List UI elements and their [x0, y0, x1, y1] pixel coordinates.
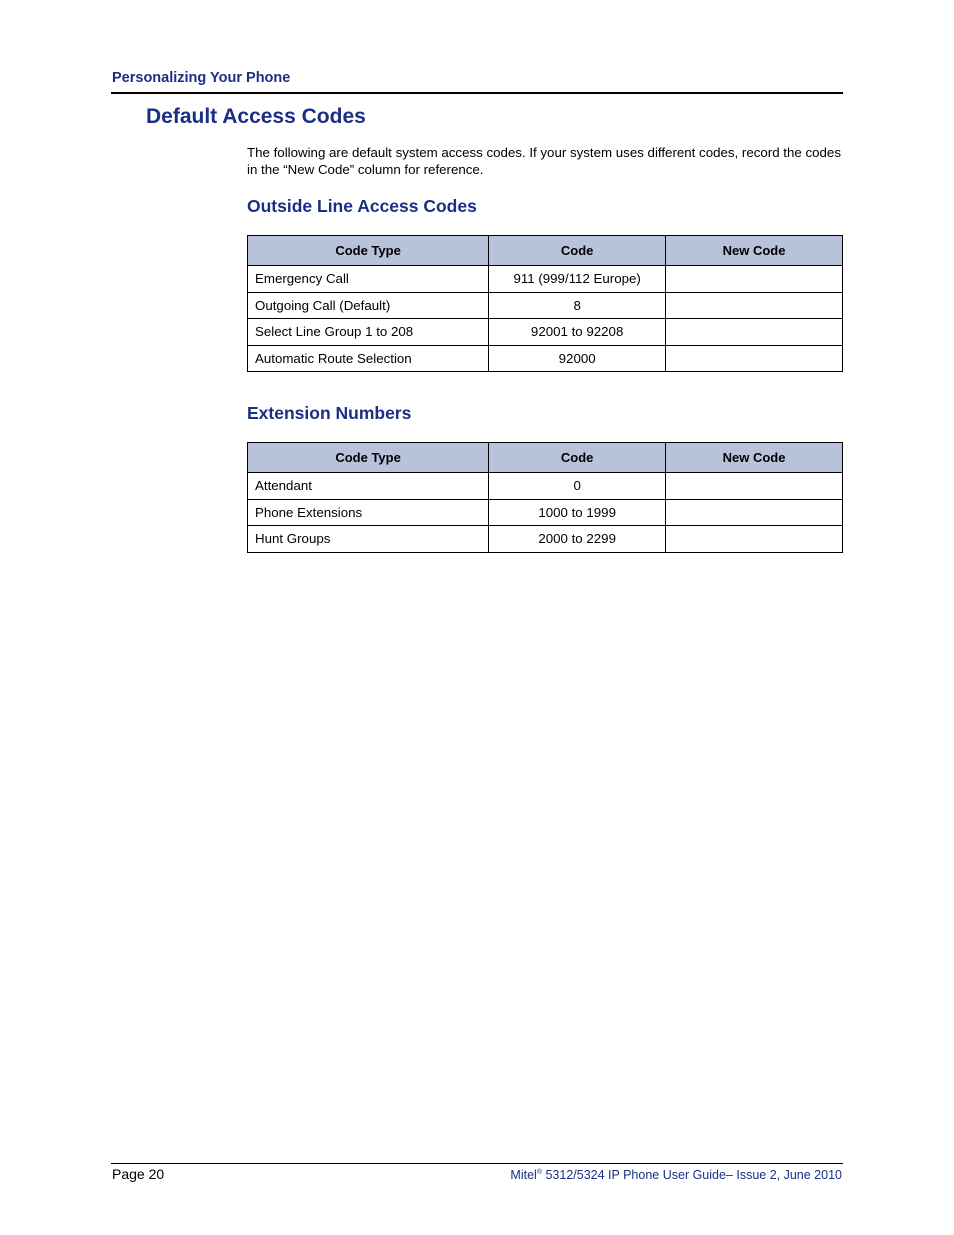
- code-cell: 0: [489, 473, 666, 500]
- table-header-row: [248, 443, 843, 473]
- code-type-cell: Emergency Call: [248, 266, 489, 293]
- registered-mark: ®: [536, 1168, 542, 1176]
- column-header-new-code: New Code: [666, 443, 843, 473]
- column-header-code: Code: [489, 236, 666, 266]
- table-row: [248, 499, 843, 526]
- outside-line-table: [247, 235, 843, 372]
- table-row: [248, 292, 843, 319]
- code-cell: 2000 to 2299: [489, 526, 666, 553]
- code-cell: 911 (999/112 Europe): [489, 266, 666, 293]
- code-type-cell: Select Line Group 1 to 208: [248, 319, 489, 346]
- page-title: Default Access Codes: [146, 105, 366, 128]
- code-type-cell: Phone Extensions: [248, 499, 489, 526]
- column-header-new-code: New Code: [666, 236, 843, 266]
- extension-numbers-heading: Extension Numbers: [247, 403, 412, 423]
- code-cell: 92001 to 92208: [489, 319, 666, 346]
- new-code-cell: [666, 266, 843, 293]
- new-code-cell: [666, 345, 843, 372]
- footer-guide-title: 5312/5324 IP Phone User Guide– Issue 2, June 2010: [542, 1168, 842, 1182]
- table-row: [248, 319, 843, 346]
- footer-rule: [111, 1163, 843, 1164]
- code-type-cell: Outgoing Call (Default): [248, 292, 489, 319]
- code-type-cell: Hunt Groups: [248, 526, 489, 553]
- code-cell: 1000 to 1999: [489, 499, 666, 526]
- new-code-cell: [666, 526, 843, 553]
- running-header: Personalizing Your Phone: [112, 70, 291, 86]
- header-rule: [111, 92, 843, 94]
- table-row: [248, 345, 843, 372]
- code-type-cell: Automatic Route Selection: [248, 345, 489, 372]
- extension-numbers-table: [247, 442, 843, 553]
- new-code-cell: [666, 319, 843, 346]
- outside-line-heading: Outside Line Access Codes: [247, 196, 477, 216]
- code-cell: 8: [489, 292, 666, 319]
- new-code-cell: [666, 499, 843, 526]
- column-header-code-type: Code Type: [248, 236, 489, 266]
- footer-document-title: [510, 1168, 842, 1182]
- code-cell: 92000: [489, 345, 666, 372]
- footer-brand: Mitel: [510, 1168, 537, 1182]
- table-row: [248, 473, 843, 500]
- new-code-cell: [666, 473, 843, 500]
- new-code-cell: [666, 292, 843, 319]
- intro-paragraph: The following are default system access codes. If your system uses different codes, record the codes in the “New Code” column for reference.: [247, 145, 841, 177]
- column-header-code: Code: [489, 443, 666, 473]
- page-number: Page 20: [112, 1166, 165, 1182]
- code-type-cell: Attendant: [248, 473, 489, 500]
- table-row: [248, 266, 843, 293]
- table-header-row: [248, 236, 843, 266]
- table-row: [248, 526, 843, 553]
- column-header-code-type: Code Type: [248, 443, 489, 473]
